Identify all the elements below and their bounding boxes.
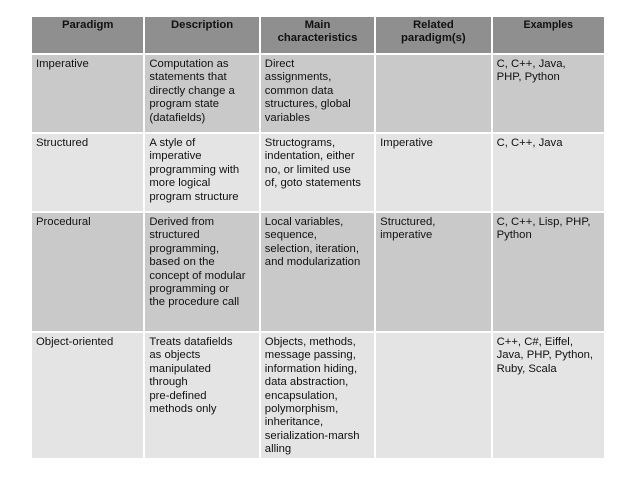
paradigm-table: [30, 15, 606, 460]
cell-paradigm: Object-oriented: [32, 333, 143, 458]
cell-characteristics: Objects, methods, message passing, information hiding, data abstraction, encapsulation, polymorphism, inheritance, serialization-marsh alling: [261, 333, 374, 458]
cell-description: Treats datafields as objects manipulated through pre-defined methods only: [145, 333, 258, 458]
table-row: [32, 55, 604, 132]
header-related-paradigms: Related paradigm(s): [376, 17, 490, 53]
cell-paradigm: Structured: [32, 134, 143, 211]
table-row: [32, 134, 604, 211]
header-description: Description: [145, 17, 258, 53]
cell-characteristics: Direct assignments, common data structures, global variables: [261, 55, 374, 132]
cell-related: Imperative: [376, 134, 490, 211]
cell-description: A style of imperative programming with more logical program structure: [145, 134, 258, 211]
header-paradigm: Paradigm: [32, 17, 143, 53]
header-examples: Examples: [493, 17, 604, 53]
cell-related: [376, 333, 490, 458]
cell-characteristics: Structograms, indentation, either no, or limited use of, goto statements: [261, 134, 374, 211]
header-row: [32, 17, 604, 53]
cell-paradigm: Imperative: [32, 55, 143, 132]
cell-paradigm: Procedural: [32, 213, 143, 331]
table-row: [32, 213, 604, 331]
cell-examples: C, C++, Java: [493, 134, 604, 211]
cell-related: [376, 55, 490, 132]
header-main-characteristics: Main characteristics: [261, 17, 374, 53]
cell-examples: C, C++, Java, PHP, Python: [493, 55, 604, 132]
cell-examples: C++, C#, Eiffel, Java, PHP, Python, Ruby, Scala: [493, 333, 604, 458]
cell-description: Derived from structured programming, based on the concept of modular programming or the procedure call: [145, 213, 258, 331]
table-row: [32, 333, 604, 458]
cell-related: Structured, imperative: [376, 213, 490, 331]
cell-characteristics: Local variables, sequence, selection, iteration, and modularization: [261, 213, 374, 331]
cell-description: Computation as statements that directly change a program state (datafields): [145, 55, 258, 132]
cell-examples: C, C++, Lisp, PHP, Python: [493, 213, 604, 331]
